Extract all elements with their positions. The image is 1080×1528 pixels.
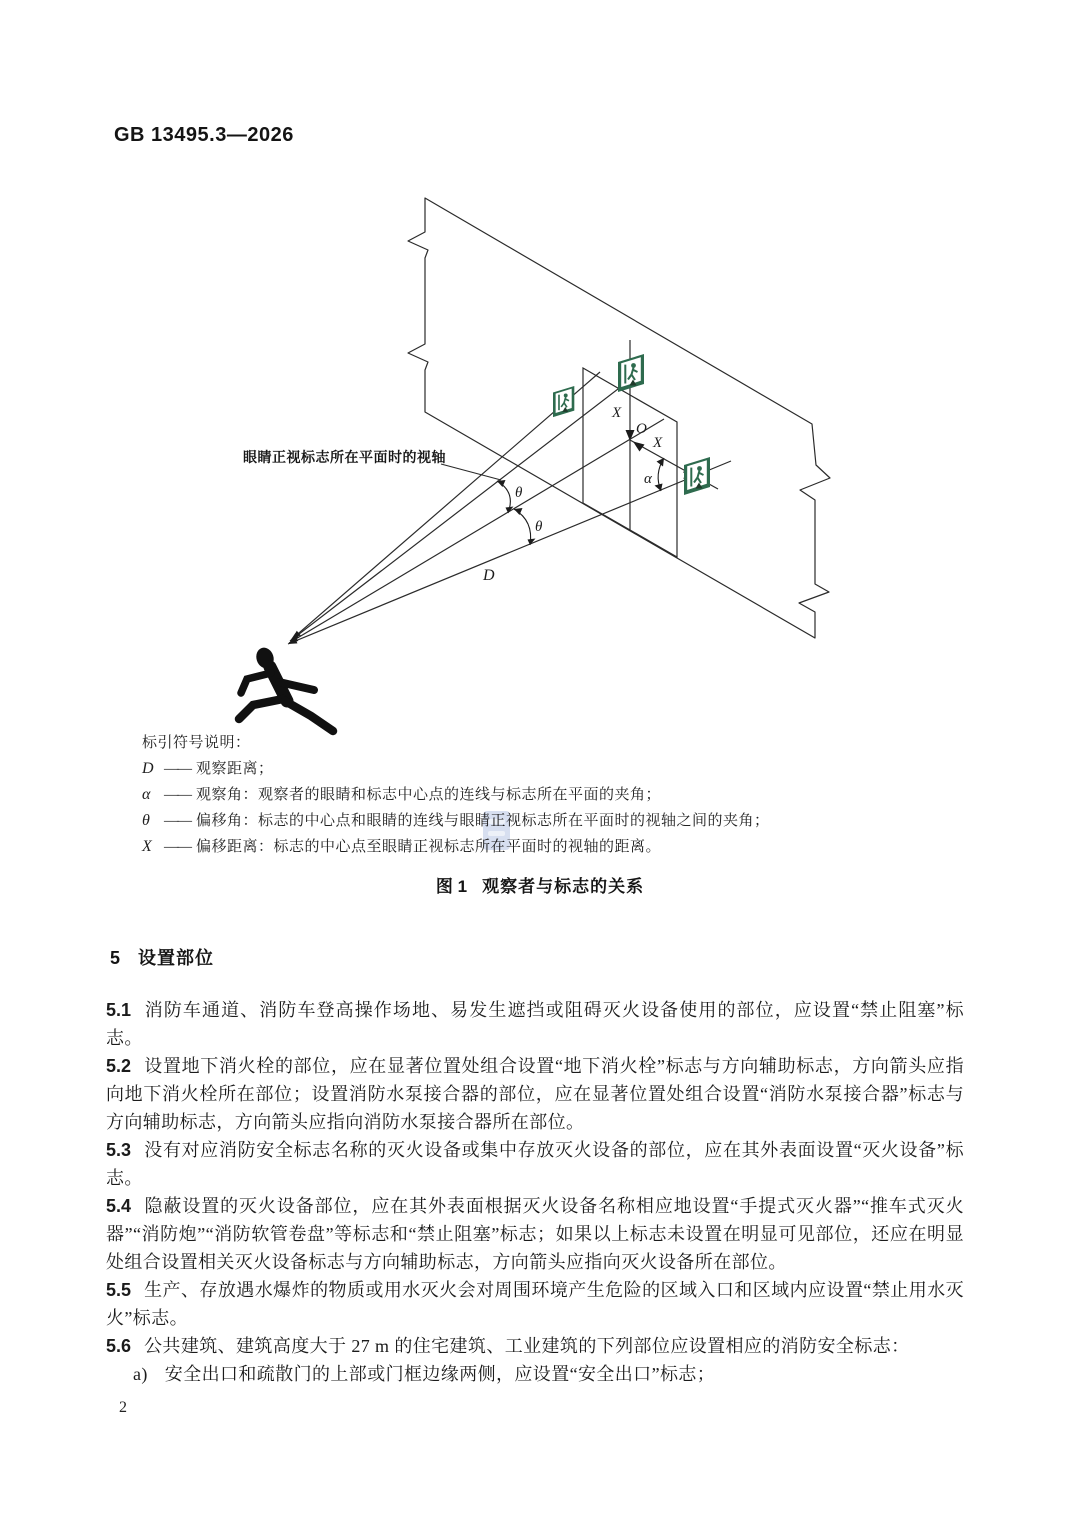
figure-caption-label: 图 1: [435, 877, 468, 896]
legend-desc: 观察距离；: [196, 761, 274, 777]
clause-number: 5.4: [106, 1196, 132, 1216]
label-O: O: [636, 421, 647, 437]
figure-caption: [0, 872, 1080, 897]
exit-sign-right: [684, 457, 710, 495]
legend-item-alpha: [142, 783, 770, 809]
alpha-arrowheads: [655, 458, 665, 491]
label-theta-2: θ: [535, 519, 543, 535]
clause-list: [106, 996, 964, 1388]
label-alpha: α: [644, 471, 652, 487]
legend-item-D: [142, 757, 770, 783]
theta-arcs: [497, 481, 531, 545]
clause-number: 5.3: [106, 1140, 132, 1160]
legend-symbol: θ: [142, 812, 150, 829]
clause-5-3: [106, 1136, 964, 1192]
clause-5-5: [106, 1276, 964, 1332]
legend-dash: ——: [164, 761, 190, 777]
clause-5-6: [106, 1332, 964, 1360]
clause-number: 5.1: [106, 1000, 132, 1020]
clause-text: 消防车通道、消防车登高操作场地、易发生遮挡或阻碍灭火设备使用的部位，应设置“禁止阻塞”标志。: [106, 1000, 964, 1048]
clause-text: 生产、存放遇水爆炸的物质或用水灭火会对周围环境产生危险的区域入口和区域内应设置“禁止用水灭火”标志。: [106, 1280, 964, 1328]
legend-symbol: X: [142, 838, 152, 855]
label-D: D: [483, 567, 495, 584]
clause-text: 公共建筑、建筑高度大于 27 m 的住宅建筑、工业建筑的下列部位应设置相应的消防安全标志：: [144, 1336, 910, 1356]
legend-desc: 观察角：观察者的眼睛和标志中心点的连线与标志所在平面的夹角；: [196, 787, 662, 803]
legend-item-X: [142, 835, 770, 861]
legend-dash: ——: [164, 787, 190, 803]
clause-number: 5.6: [106, 1336, 132, 1356]
standard-number: GB 13495.3—2026: [114, 124, 294, 146]
list-marker: a): [133, 1364, 148, 1384]
section-number: 5: [110, 948, 121, 968]
legend-symbol: D: [142, 760, 154, 777]
figure-caption-text: 观察者与标志的关系: [482, 877, 645, 896]
observer-pictogram: [239, 645, 333, 731]
clause-5-4: [106, 1192, 964, 1276]
clause-number: 5.2: [106, 1056, 132, 1076]
label-X-vertical: X: [612, 405, 622, 421]
section-title: 设置部位: [138, 948, 215, 968]
label-theta-1: θ: [515, 485, 523, 501]
legend-desc: 偏移距离：标志的中心点至眼睛正视标志所在平面时的视轴的距离。: [196, 839, 662, 855]
legend-dash: ——: [164, 839, 190, 855]
clause-text: 设置地下消火栓的部位，应在显著位置处组合设置“地下消火栓”标志与方向辅助标志，方向箭头应指向地下消火栓所在部位；设置消防水泵接合器的部位，应在显著位置处组合设置“消防水泵接合器”标志与方向辅助标志，方向箭头应指向消防水泵接合器所在部位。: [106, 1056, 964, 1132]
legend-desc: 偏移角：标志的中心点和眼睛的连线与眼睛正视标志所在平面时的视轴之间的夹角；: [196, 813, 770, 829]
clause-5-2: [106, 1052, 964, 1136]
legend-symbol: α: [142, 786, 151, 803]
page-number: 2: [119, 1399, 127, 1416]
visual-axis-callout: 眼睛正视标志所在平面时的视轴: [243, 449, 446, 465]
label-X-horizontal: X: [653, 435, 663, 451]
clause-5-1: [106, 996, 964, 1052]
clause-number: 5.5: [106, 1280, 132, 1300]
legend: [142, 731, 770, 861]
legend-dash: ——: [164, 813, 190, 829]
section-heading: [110, 944, 214, 970]
clause-text: 没有对应消防安全标志名称的灭火设备或集中存放灭火设备的部位，应在其外表面设置“灭火设备”标志。: [106, 1140, 964, 1188]
clause-text: 隐蔽设置的灭火设备部位，应在其外表面根据灭火设备名称相应地设置“手提式灭火器”“推车式灭火器”“消防炮”“消防软管卷盘”等标志和“禁止阻塞”标志；如果以上标志未设置在明显可见部位，还应在明显处组合设置相关灭火设备标志与方向辅助标志，方向箭头应指向灭火设备所在部位。: [106, 1196, 964, 1272]
exit-sign-left: [553, 386, 574, 417]
exit-sign-top: [618, 354, 644, 392]
arrowhead: [633, 442, 645, 452]
legend-title: 标引符号说明：: [142, 735, 251, 751]
legend-item-theta: [142, 809, 770, 835]
clause-5-6-item-a: [106, 1360, 964, 1388]
clause-text: 安全出口和疏散门的上部或门框边缘两侧，应设置“安全出口”标志；: [164, 1364, 716, 1384]
